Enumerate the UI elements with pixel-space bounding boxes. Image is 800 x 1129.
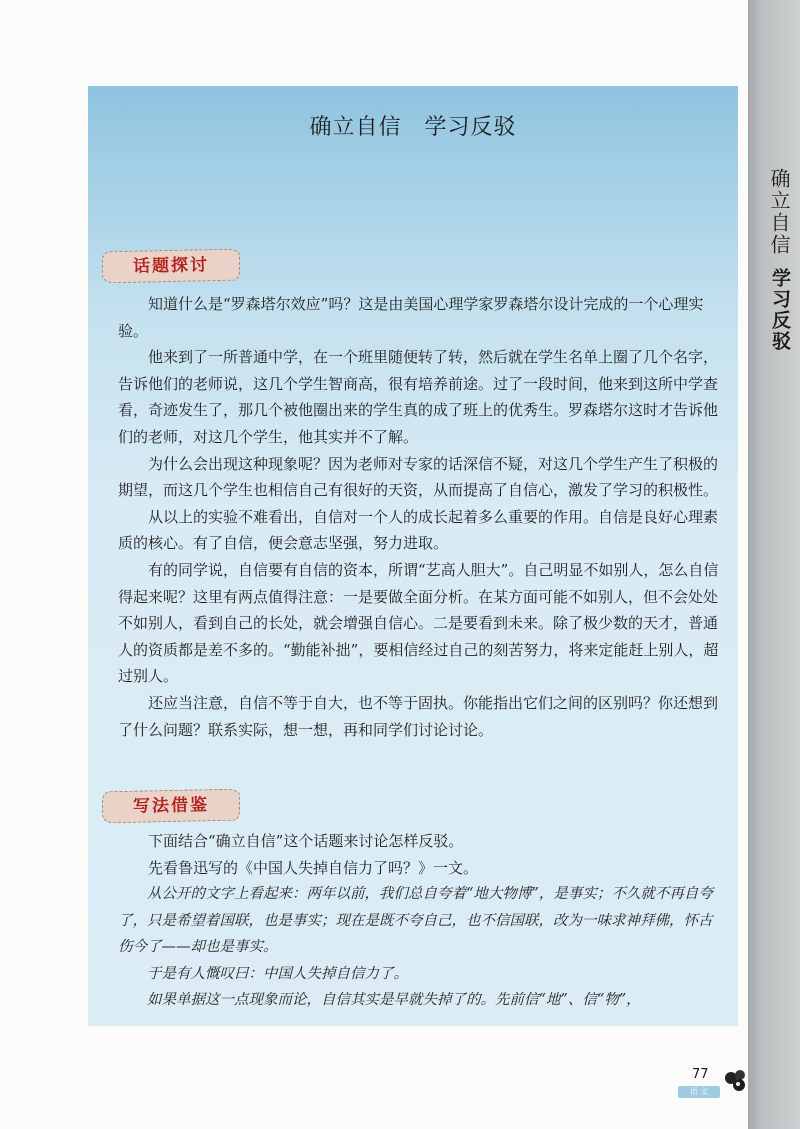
section-tag-writing: 写法借鉴: [102, 789, 241, 824]
paragraph: 他来到了一所普通中学，在一个班里随便转了转，然后就在学生名单上圈了几个名字，告诉他们的老师说，这几个学生智商高，很有培养前途。过了一段时间，他来到这所中学查看，奇迹发生了，那几个被他圈出来的学生真的成了班上的优秀生。罗森塔尔这时才告诉他们的老师，对这几个学生，他其实并不了解。: [118, 348, 719, 446]
page-number: 77: [692, 1067, 709, 1082]
paragraph: 还应当注意，自信不等于自大，也不等于固执。你能指出它们之间的区别吗？你还想到了什么问题？联系实际，想一想，再和同学们讨论讨论。: [118, 693, 719, 739]
section-writing-body: [118, 828, 720, 881]
quote-paragraph: 从公开的文字上看起来：两年以前，我们总自夸着“地大物博”，是事实；不久就不再自夸了，只是希望着国联，也是事实；现在是既不夸自己，也不信国联，改为一味求神拜佛，怀古伤今了——却也是事实。: [118, 886, 713, 956]
section-topic-body: [118, 291, 720, 743]
sidebar-subtitle: 学习反驳: [769, 268, 791, 352]
section-tag-topic: 话题探讨: [102, 249, 241, 284]
lu-xun-quote: [118, 881, 724, 1014]
paragraph: 先看鲁迅写的《中国人失掉自信力了吗？》一文。: [118, 858, 479, 877]
sidebar-title: 确立自信: [767, 168, 791, 256]
page-title: 确立自信 学习反驳: [309, 115, 517, 140]
footer-label: 语 文: [678, 1086, 720, 1098]
quote-paragraph: 如果单据这一点现象而论，自信其实是早就失掉了的。先前信“地”、信“物”，: [118, 992, 641, 1009]
page-ornament-icon: [722, 1066, 750, 1094]
paragraph: 为什么会出现这种现象呢？因为老师对专家的话深信不疑，对这几个学生产生了积极的期望，而这几个学生也相信自己有很好的天资，从而提高了自信心，激发了学习的积极性。: [118, 454, 719, 500]
paragraph: 知道什么是“罗森塔尔效应”吗？这是由美国心理学家罗森塔尔设计完成的一个心理实验。: [118, 295, 704, 340]
paragraph: 从以上的实验不难看出，自信对一个人的成长起着多么重要的作用。自信是良好心理素质的核心。有了自信，便会意志坚强，努力进取。: [118, 507, 719, 553]
paragraph: 有的同学说，自信要有自信的资本，所谓“艺高人胆大”。自己明显不如别人，怎么自信得起来呢？这里有两点值得注意：一是要做全面分析。在某方面可能不如别人，但不会处处不如别人，看到自己的长处，就会增强自信心。二是要看到未来。除了极少数的天才，普通人的资质都是差不多的。“勤能补拙”，要相信经过自己的刻苦努力，将来定能赶上别人，超过别人。: [118, 560, 719, 686]
paragraph: 下面结合“确立自信”这个话题来讨论怎样反驳。: [118, 832, 464, 850]
quote-paragraph: 于是有人慨叹曰：中国人失掉自信力了。: [118, 965, 408, 982]
